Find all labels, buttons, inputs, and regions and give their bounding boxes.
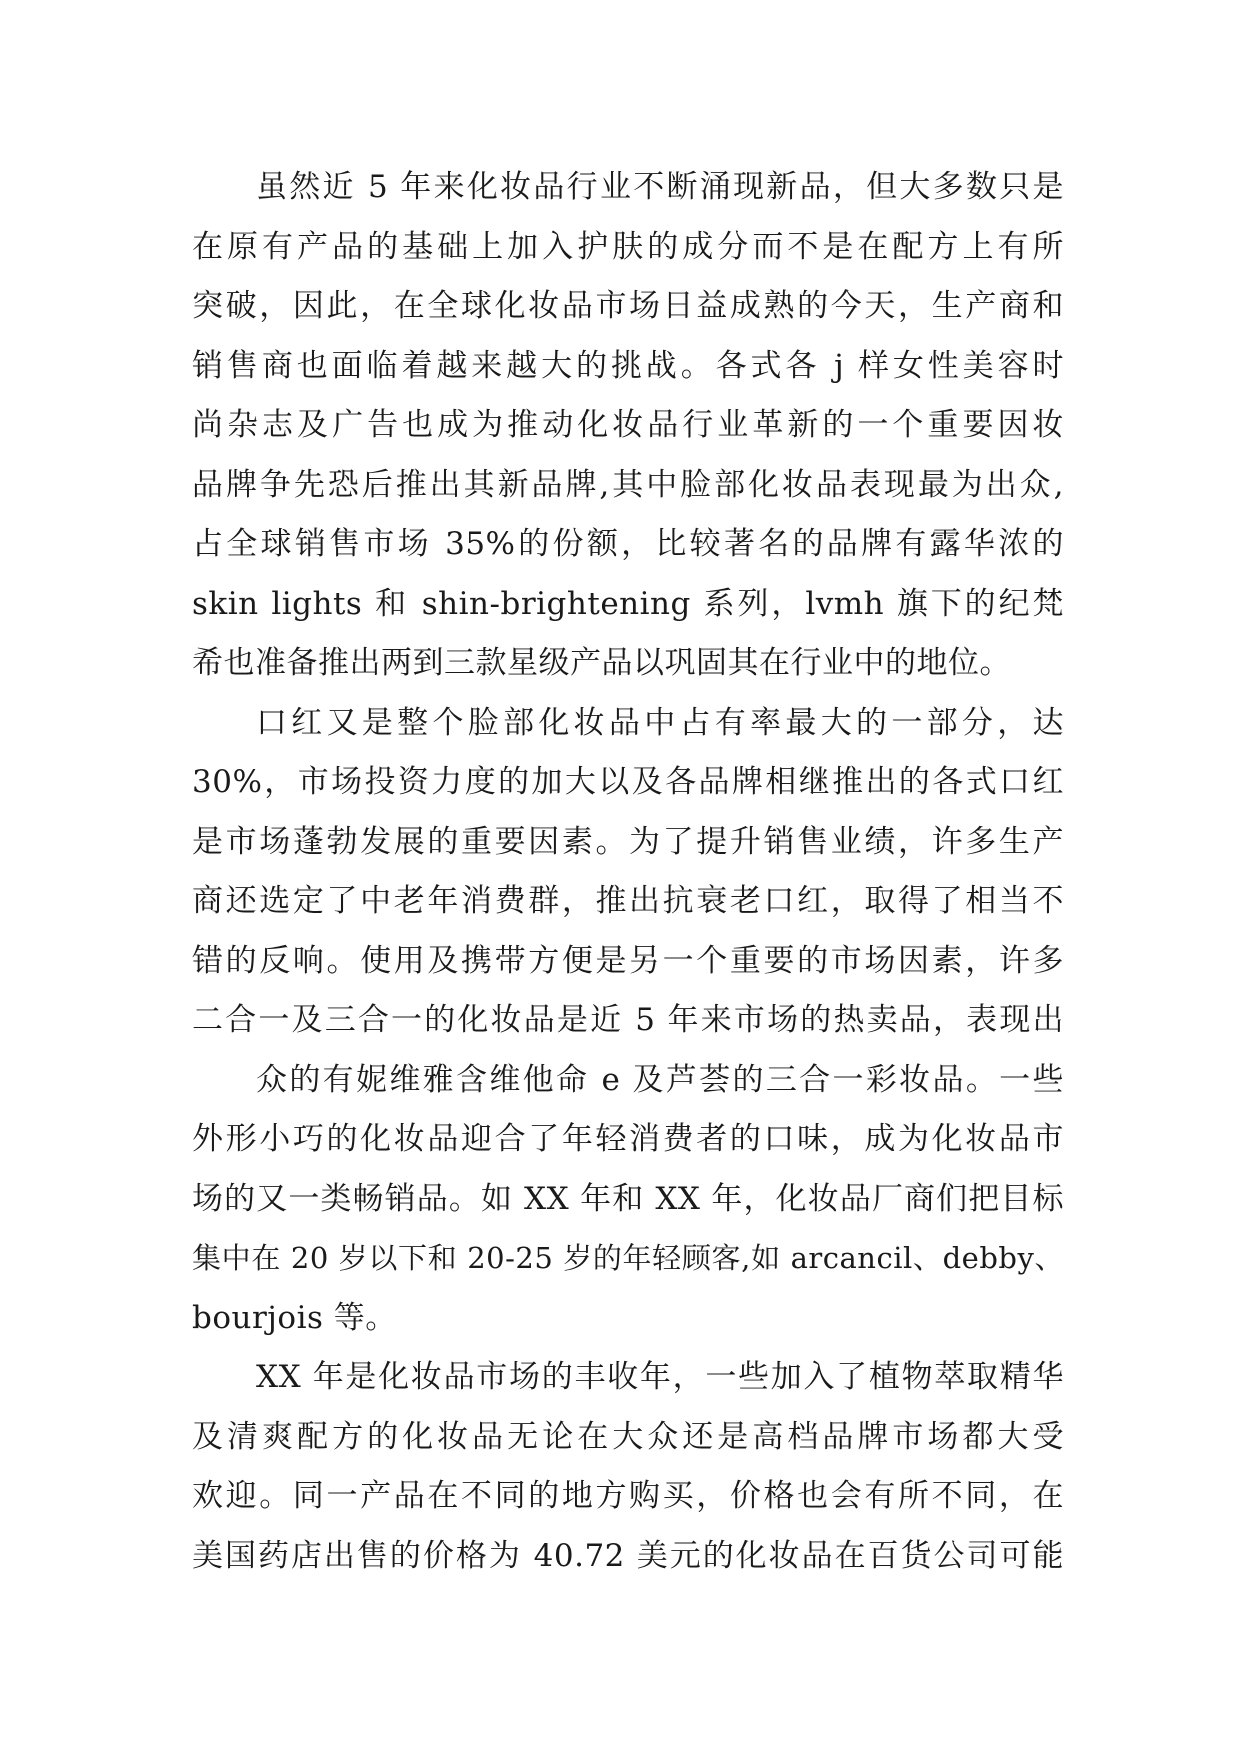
text-line: 希也准备推出两到三款星级产品以巩固其在行业中的地位。 xyxy=(192,645,1011,681)
text-line: skin lights 和 shin-brightening 系列，lvmh 旗下的纪梵 xyxy=(192,585,1064,622)
text-line: 占全球销售市场 35%的份额，比较著名的品牌有露华浓的 xyxy=(192,526,1064,562)
text-line: 销售商也面临着越来越大的挑战。各式各 j 样女性美容时 xyxy=(192,347,1064,384)
body-text xyxy=(192,158,1064,1586)
text-line: 众的有妮维雅含维他命 e 及芦荟的三合一彩妆品。一些 xyxy=(256,1061,1064,1098)
text-line: 二合一及三合一的化妆品是近 5 年来市场的热卖品，表现出 xyxy=(192,1002,1064,1038)
text-line: 错的反响。使用及携带方便是另一个重要的市场因素，许多 xyxy=(192,942,1064,979)
text-line: 口红又是整个脸部化妆品中占有率最大的一部分，达 xyxy=(256,704,1064,741)
text-line: 商还选定了中老年消费群，推出抗衰老口红，取得了相当不 xyxy=(192,883,1064,919)
text-line: 30%，市场投资力度的加大以及各品牌相继推出的各式口红 xyxy=(192,764,1064,800)
text-line: 集中在 20 岁以下和 20-25 岁的年轻顾客,如 arcancil、debby、 xyxy=(192,1241,1064,1275)
text-line: 品牌争先恐后推出其新品牌,其中脸部化妆品表现最为出众, xyxy=(192,466,1064,503)
text-line: bourjois 等。 xyxy=(192,1299,397,1336)
text-line: 及清爽配方的化妆品无论在大众还是高档品牌市场都大受 xyxy=(192,1418,1064,1455)
text-line: 突破，因此，在全球化妆品市场日益成熟的今天，生产商和 xyxy=(192,288,1064,324)
text-line: 欢迎。同一产品在不同的地方购买，价格也会有所不同，在 xyxy=(192,1478,1064,1514)
text-line: 外形小巧的化妆品迎合了年轻消费者的口味，成为化妆品市 xyxy=(192,1121,1064,1157)
text-line: 虽然近 5 年来化妆品行业不断涌现新品，但大多数只是 xyxy=(256,169,1064,205)
text-line: XX 年是化妆品市场的丰收年，一些加入了植物萃取精华 xyxy=(256,1359,1064,1395)
text-line: 在原有产品的基础上加入护肤的成分而不是在配方上有所 xyxy=(192,228,1064,265)
text-line: 美国药店出售的价格为 40.72 美元的化妆品在百货公司可能 xyxy=(192,1537,1064,1574)
text-line: 场的又一类畅销品。如 XX 年和 XX 年，化妆品厂商们把目标 xyxy=(192,1180,1064,1217)
text-line: 尚杂志及广告也成为推动化妆品行业革新的一个重要因妆 xyxy=(192,407,1064,443)
text-line: 是市场蓬勃发展的重要因素。为了提升销售业绩，许多生产 xyxy=(192,823,1064,860)
